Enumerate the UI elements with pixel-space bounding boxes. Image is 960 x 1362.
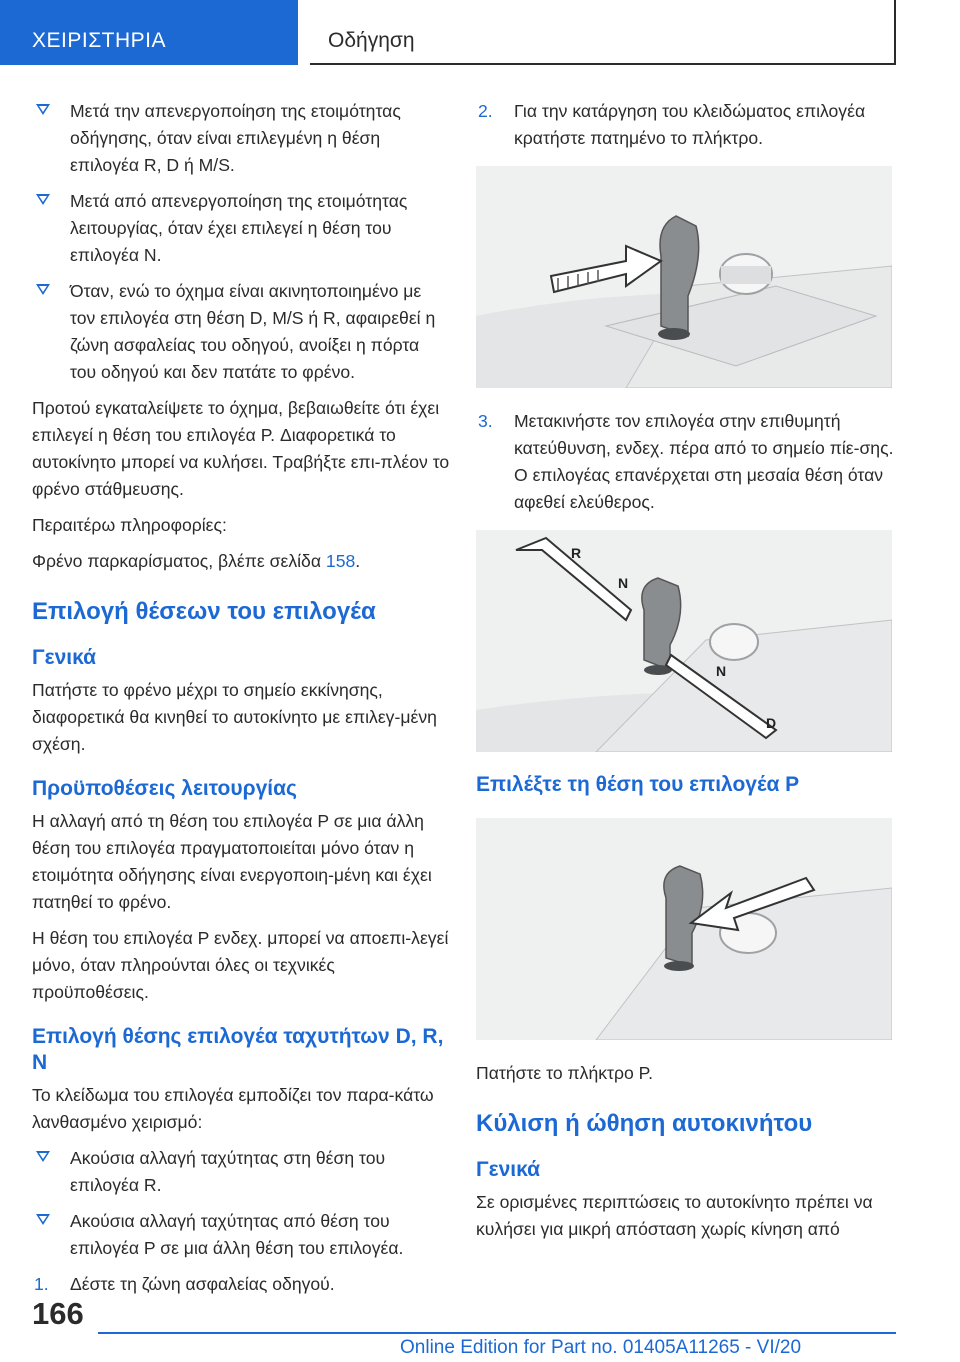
step-text: Για την κατάργηση του κλειδώματος επιλογέα κρατήστε πατημένο το πλήκτρο. — [514, 101, 866, 148]
bullet-text: Όταν, ενώ το όχημα είναι ακινητοποιημένο με τον επιλογέα στη θέση D, M/S ή R, αφαιρεθεί η ζώνη ασφαλείας του οδηγού, ανοίξει η πόρτα του οδηγού και δεν πατάτε το φρένο. — [70, 281, 436, 382]
step-number: 3. — [478, 411, 493, 431]
step-text: Δέστε τη ζώνη ασφαλείας οδηγού. — [70, 1274, 335, 1294]
left-column — [32, 98, 450, 1307]
press-p-paragraph: Πατήστε το πλήκτρο P. — [476, 1063, 654, 1083]
reference-end: . — [355, 551, 361, 571]
p-button-illustration — [476, 818, 892, 1040]
step-item — [476, 408, 896, 516]
bullet-item — [32, 1208, 450, 1262]
step-text: Μετακινήστε τον επιλογέα στην επιθυμητή κατεύθυνση, ενδεχ. πέρα από το σημείο πίε‐σης. Ο επιλογέας επανέρχεται στη μεσαία θέση όταν αφεθεί ελεύθερος. — [514, 411, 894, 512]
bullet-item — [32, 98, 450, 179]
figure-unlock-button — [476, 166, 892, 388]
triangle-bullet-icon — [36, 1151, 50, 1162]
figure-shift-directions — [476, 530, 892, 752]
bullet-item — [32, 1145, 450, 1199]
bullet-text: Ακούσια αλλαγή ταχύτητας στη θέση του επιλογέα R. — [70, 1148, 386, 1195]
bullet-item — [32, 188, 450, 269]
label-d: D — [766, 715, 777, 731]
heading-general: Γενικά — [32, 646, 97, 669]
more-info-label: Περαιτέρω πληροφορίες: — [32, 515, 227, 535]
heading-prerequisites: Προϋποθέσεις λειτουργίας — [32, 777, 297, 800]
header-chapter: Οδήγηση — [310, 0, 896, 65]
triangle-bullet-icon — [36, 1214, 50, 1225]
gear-selector-illustration — [476, 166, 892, 388]
triangle-bullet-icon — [36, 194, 50, 205]
lock-paragraph: Το κλείδωμα του επιλογέα εμποδίζει τον παρα‐κάτω λανθασμένο χειρισμό: — [32, 1085, 434, 1132]
heading-general-2: Γενικά — [476, 1158, 541, 1181]
heading-select-p: Επιλέξτε τη θέση του επιλογέα P — [476, 773, 800, 796]
bullet-text: Μετά την απενεργοποίηση της ετοιμότητας οδήγησης, όταν είναι επιλεγμένη η θέση επιλογέα R, D ή M/S. — [70, 101, 401, 175]
header-section-tab: ΧΕΙΡΙΣΤΗΡΙΑ — [0, 0, 298, 65]
prereq-paragraph-1: Η αλλαγή από τη θέση του επιλογέα P σε μια άλλη θέση του επιλογέα πραγματοποιείται μόνο όταν η ετοιμότητα οδήγησης είναι ενεργοποιη‐μένη και έχει πατηθεί το φρένο. — [32, 811, 432, 912]
label-n-upper: N — [618, 575, 629, 591]
bullet-item — [32, 278, 450, 386]
reference-text: Φρένο παρκαρίσματος, βλέπε σελίδα — [32, 551, 326, 571]
label-r: R — [571, 545, 582, 561]
step-number: 1. — [34, 1274, 49, 1294]
heading-rolling: Κύλιση ή ώθηση αυτοκινήτου — [476, 1110, 813, 1137]
bullet-text: Μετά από απενεργοποίηση της ετοιμότητας λειτουργίας, όταν έχει επιλεγεί η θέση του επιλογέα N. — [70, 191, 408, 265]
step-item — [32, 1271, 450, 1298]
general-paragraph: Πατήστε το φρένο μέχρι το σημείο εκκίνησης, διαφορετικά θα κινηθεί το αυτοκίνητο με επιλεγ‐μένη σχέση. — [32, 680, 437, 754]
triangle-bullet-icon — [36, 104, 50, 115]
prereq-paragraph-2: Η θέση του επιλογέα P ενδεχ. μπορεί να αποεπι‐λεγεί μόνο, όταν πληρούνται όλες οι τεχνικές προϋποθέσεις. — [32, 928, 449, 1002]
label-n-lower: N — [716, 663, 727, 679]
footer-divider — [98, 1332, 896, 1334]
footer-edition: Online Edition for Part no. 01405A11265 - VI/20 — [400, 1337, 802, 1358]
heading-select-drn: Επιλογή θέσης επιλογέα ταχυτήτων D, R, N — [32, 1025, 444, 1074]
figure-p-button — [476, 818, 892, 1040]
shift-direction-illustration — [476, 530, 892, 752]
triangle-bullet-icon — [36, 284, 50, 295]
right-column — [476, 98, 896, 1252]
bullet-text: Ακούσια αλλαγή ταχύτητας από θέση του επιλογέα P σε μια άλλη θέση του επιλογέα. — [70, 1211, 404, 1258]
heading-select-positions: Επιλογή θέσεων του επιλογέα — [32, 598, 376, 625]
rolling-paragraph: Σε ορισμένες περιπτώσεις το αυτοκίνητο πρέπει να κυλήσει για μικρή απόσταση χωρίς κίνηση από — [476, 1192, 873, 1239]
step-number: 2. — [478, 101, 493, 121]
page-link[interactable]: 158 — [325, 551, 356, 571]
reference-paragraph — [32, 548, 450, 575]
step-item — [476, 98, 896, 152]
warning-paragraph: Προτού εγκαταλείψετε το όχημα, βεβαιωθείτε ότι έχει επιλεγεί η θέση του επιλογέα P. Διαφορετικά το αυτοκίνητο μπορεί να κυλήσει. Τραβήξτε επι‐πλέον το φρένο στάθμευσης. — [32, 398, 450, 499]
page-number: 166 — [32, 1296, 84, 1331]
